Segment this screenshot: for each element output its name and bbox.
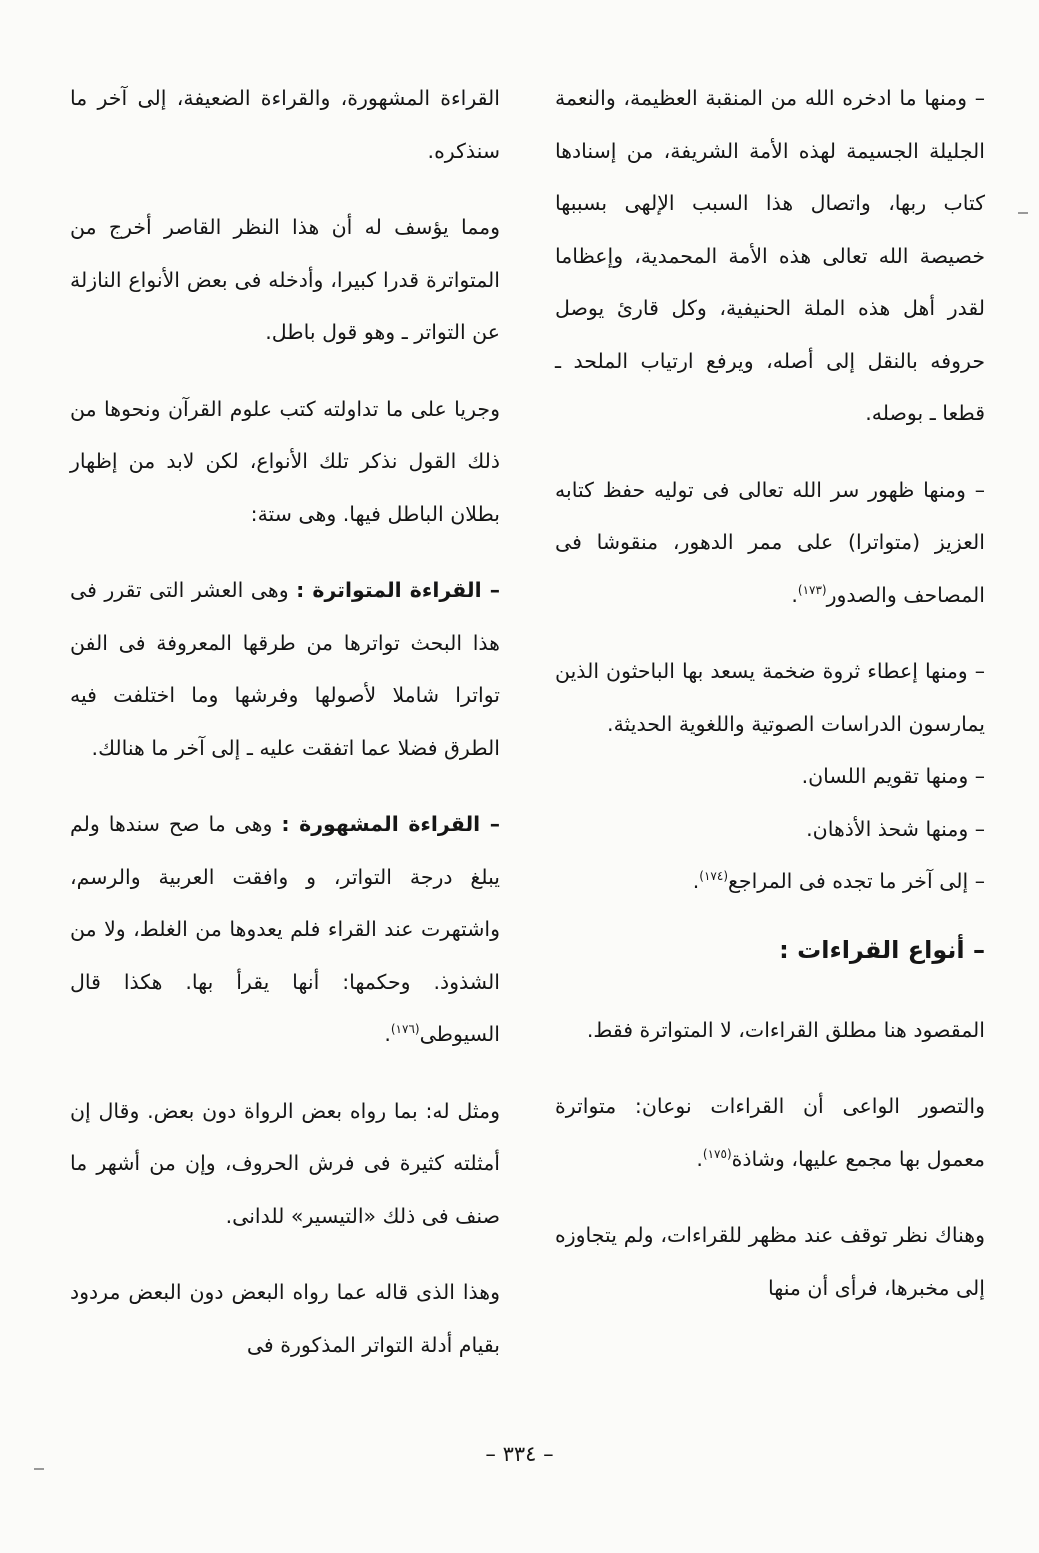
paragraph: – ومنها ما ادخره الله من المنقبة العظيمة، والنعمة الجليلة الجسيمة لهذه الأمة الشريفة، من إسنادها كتاب ربها، واتصال هذا السبب الإلهى بسببها خصيصة الله تعالى هذه الأمة المحمدية، وإعظاما لقدر أهل هذه الملة الحنيفية، وكل قارئ يوصل حروفه بالنقل إلى أصله، ويرفع ارتياب الملحد ـ قطعا ـ بوصله.: [555, 86, 985, 425]
list-item: – ومنها تقويم اللسان.: [801, 764, 985, 788]
paragraph: المقصود هنا مطلق القراءات، لا المتواترة فقط.: [586, 1017, 985, 1042]
footnote-ref: (١٧٣): [797, 582, 827, 597]
paragraph-text: – ومنها ظهور سر الله تعالى فى توليه حفظ كتابه العزيز (متواترا) على ممر الدهور، منقوشا فى المصاحف والصدور: [555, 477, 985, 607]
paragraph: وجريا على ما تداولته كتب علوم القرآن ونحوها من ذلك القول نذكر تلك الأنواع، لكن لابد من إظهار بطلان الباطل فيها. وهى ستة:: [70, 396, 500, 526]
left-column: [70, 72, 500, 1395]
page-number: – ٣٣٤ –: [485, 1442, 554, 1466]
scan-mark: [34, 1468, 44, 1470]
paragraph: – ومنها إعطاء ثروة ضخمة يسعد بها الباحثون الذين يمارسون الدراسات الصوتية واللغوية الحديثة.: [555, 659, 985, 736]
paragraph-end: .: [696, 1146, 703, 1171]
footnote-ref: (١٧٦): [390, 1022, 420, 1037]
paragraph: القراءة المشهورة، والقراءة الضعيفة، إلى آخر ما سنذكره.: [70, 86, 500, 163]
scan-mark: [1018, 212, 1028, 214]
right-column: [555, 72, 985, 1338]
paragraph: وهناك نظر توقف عند مظهر للقراءات، ولم يتجاوزه إلى مخبرها، فرأى أن منها: [555, 1223, 985, 1300]
footnote-ref: (١٧٥): [702, 1146, 732, 1161]
term-heading: – القراءة المشهورة :: [281, 812, 500, 836]
list-item: [555, 855, 985, 908]
paragraph-end: .: [384, 1022, 391, 1046]
paragraph-text: وهى العشر التى تقرر فى هذا البحث تواترها من طرقها المعروفة فى الفن تواترا شاملا لأصولها وفرشها وما اختلفت فيه الطرق فضلا عما اتفقت عليه ـ إلى آخر ما هنالك.: [70, 578, 500, 760]
paragraph: [70, 798, 500, 1061]
footnote-ref: (١٧٤): [699, 869, 728, 884]
paragraph: ومثل له: بما رواه بعض الرواة دون بعض. وقال إن أمثلته كثيرة فى فرش الحروف، وإن من أشهر ما صنف فى ذلك «التيسير» للدانى.: [70, 1098, 500, 1228]
paragraph-end: .: [791, 582, 798, 607]
list-item-end: .: [692, 869, 700, 893]
paragraph: [555, 1080, 985, 1185]
section-heading: – أنواع القراءات :: [779, 935, 985, 964]
list-item-text: – إلى آخر ما تجده فى المراجع: [728, 869, 985, 893]
paragraph: [555, 464, 985, 622]
term-heading: – القراءة المتواترة :: [296, 578, 500, 602]
paragraph: [70, 564, 500, 774]
paragraph-text: وهى ما صح سندها ولم يبلغ درجة التواتر، و وافقت العربية والرسم، واشتهرت عند القراء فلم يعدوها من الغلط، ولا من الشذوذ. وحكمها: أنها يقرأ بها. هكذا قال السيوطى: [70, 812, 500, 1046]
paragraph: وهذا الذى قاله عما رواه البعض دون البعض مردود بقيام أدلة التواتر المذكورة فى: [70, 1280, 500, 1357]
paragraph: ومما يؤسف له أن هذا النظر القاصر أخرج من المتواترة قدرا كبيرا، وأدخله فى بعض الأنواع النازلة عن التواتر ـ وهو قول باطل.: [70, 215, 500, 344]
paragraph-text: والتصور الواعى أن القراءات نوعان: متواترة معمول بها مجمع عليها، وشاذة: [555, 1094, 985, 1171]
list-item: – ومنها شحذ الأذهان.: [806, 816, 985, 841]
